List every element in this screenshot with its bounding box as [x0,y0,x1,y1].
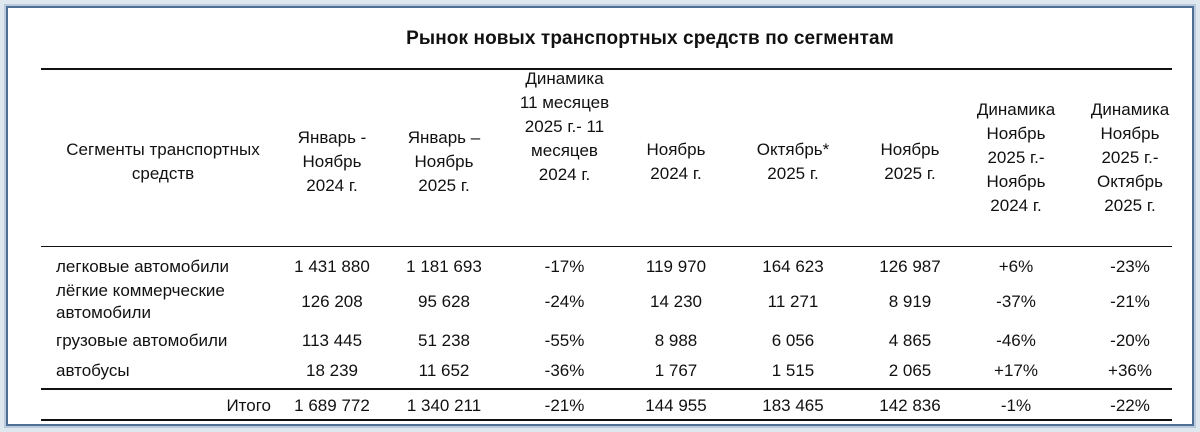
cell: 11 652 [418,361,470,380]
cell: 2 065 [888,361,932,380]
header-segments: Сегменты транспортных средств [66,140,260,183]
cell: -24% [544,292,585,311]
cell: 1 689 772 [294,396,370,415]
cell: +6% [998,257,1034,276]
cell: 126 987 [879,257,941,276]
cell: 164 623 [762,257,824,276]
header-jan-nov-2024: Январь - Ноябрь 2024 г. [297,128,367,195]
cell: 51 238 [418,331,470,350]
header-dynamics-11m: Динамика 11 месяцев 2025 г.- 11 месяцев 2024 г. [519,69,610,184]
cell: -17% [544,257,585,276]
row-label-total: Итого [226,396,271,415]
cell: -23% [1110,257,1150,276]
header-jan-nov-2025: Январь – Ноябрь 2025 г. [407,128,481,195]
cell: 1 181 693 [406,257,482,276]
cell: 1 767 [654,361,698,380]
cell: 1 515 [771,361,815,380]
cell: 1 431 880 [294,257,370,276]
cell: -22% [1110,396,1150,415]
cell: -21% [1110,292,1150,311]
header-dynamics-nov-oct: Динамика Ноябрь 2025 г.- Октябрь 2025 г. [1090,100,1170,215]
cell: -55% [544,331,585,350]
cell: 8 988 [654,331,698,350]
cell: 126 208 [301,292,363,311]
cell: 95 628 [418,292,470,311]
cell: -36% [544,361,585,380]
row-label-light-commercial: лёгкие коммерческие автомобили [56,281,225,322]
table-frame [6,6,1194,426]
row-label-passenger: легковые автомобили [56,257,230,276]
cell: 144 955 [645,396,707,415]
total-top-rule [41,388,1172,390]
cell: 113 445 [301,331,363,350]
table-bottom-rule [41,419,1172,421]
cell: 4 865 [888,331,932,350]
row-label-trucks: грузовые автомобили [56,331,228,350]
header-nov-2024: Ноябрь 2024 г. [646,140,706,183]
cell: 14 230 [650,292,702,311]
cell: 1 340 211 [406,396,482,415]
row-label-buses: автобусы [56,361,130,380]
cell: -37% [996,292,1036,311]
table-title: Рынок новых транспортных средств по сегментам [406,28,894,49]
cell: 6 056 [771,331,815,350]
cell: -20% [1110,331,1150,350]
cell: -21% [544,396,585,415]
cell: 119 970 [645,257,707,276]
cell: +36% [1108,361,1152,380]
cell: 142 836 [879,396,941,415]
cell: -1% [1000,396,1032,415]
header-oct-2025: Октябрь* 2025 г. [756,140,830,183]
cell: 18 239 [306,361,358,380]
header-nov-2025: Ноябрь 2025 г. [880,140,940,183]
cell: -46% [996,331,1036,350]
cell: 8 919 [888,292,932,311]
header-bottom-rule [41,246,1172,247]
cell: 183 465 [762,396,824,415]
header-dynamics-nov-nov: Динамика Ноябрь 2025 г.- Ноябрь 2024 г. [976,100,1056,215]
cell: +17% [994,361,1038,380]
cell: 11 271 [767,292,819,311]
